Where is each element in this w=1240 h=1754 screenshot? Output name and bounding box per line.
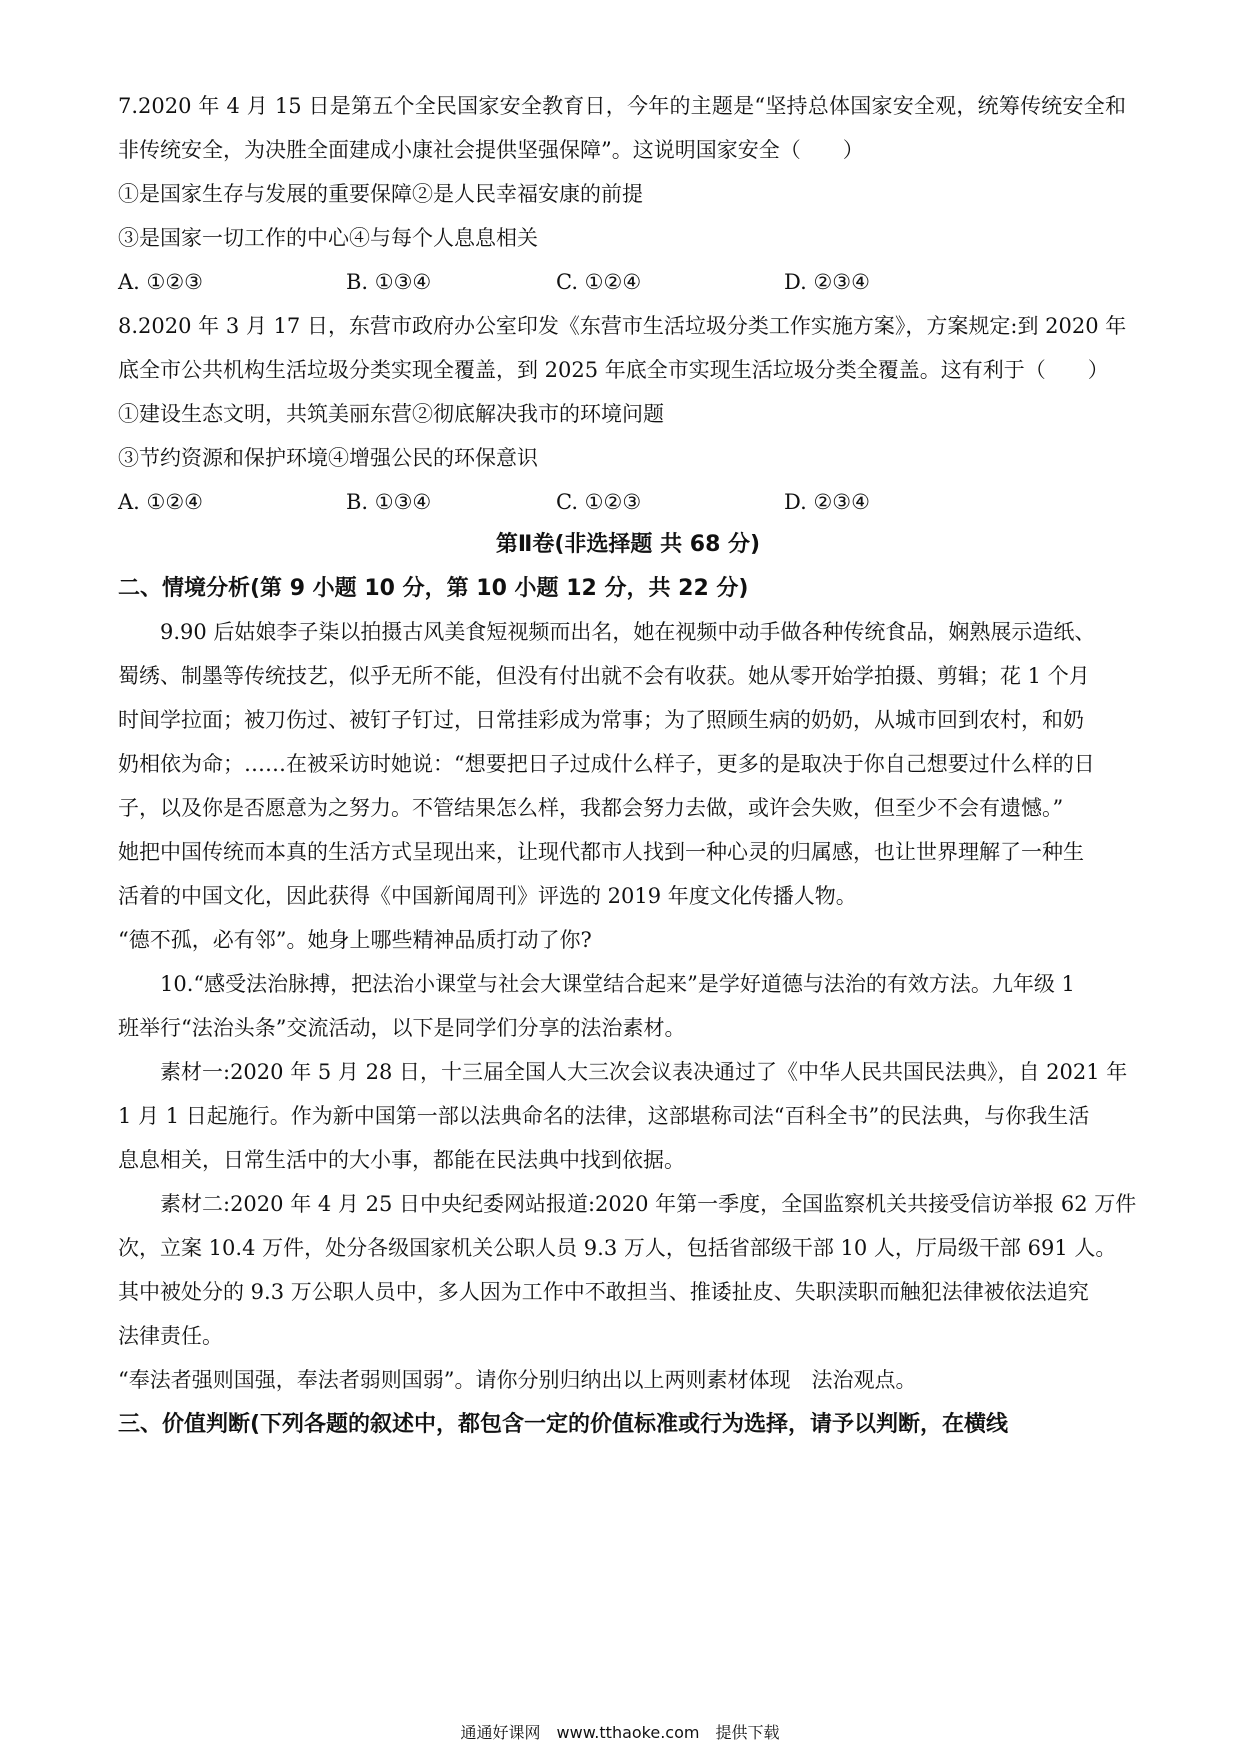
- q7-items-line1: ①是国家生存与发展的重要保障②是人民幸福安康的前提: [118, 182, 643, 206]
- q10-intro-line1: 10.“感受法治脉搏，把法治小课堂与社会大课堂结合起来”是学好道德与法治的有效方法。九年级 1: [160, 972, 1075, 996]
- q8-items-line1: ①建设生态文明，共筑美丽东营②彻底解决我市的环境问题: [118, 402, 664, 426]
- q8-stem-line2: 底全市公共机构生活垃圾分类实现全覆盖，到 2025 年底全市实现生活垃圾分类全覆盖。这有利于（ ）: [118, 358, 1109, 382]
- q9-line: 活着的中国文化，因此获得《中国新闻周刊》评选的 2019 年度文化传播人物。: [118, 884, 857, 908]
- section3-title: 三、价值判断(下列各题的叙述中，都包含一定的价值标准或行为选择，请予以判断，在横线: [118, 1412, 1009, 1437]
- q7-stem-line2: 非传统安全，为决胜全面建成小康社会提供坚强保障”。这说明国家安全（ ）: [118, 138, 864, 162]
- q9-line: 她把中国传统而本真的生活方式呈现出来，让现代都市人找到一种心灵的归属感，也让世界理解了一种生: [118, 840, 1084, 864]
- q10-material2-line: 法律责任。: [118, 1324, 223, 1348]
- q10-question: “奉法者强则国强，奉法者弱则国弱”。请你分别归纳出以上两则素材体现 法治观点。: [118, 1368, 917, 1392]
- q10-material2-line: 其中被处分的 9.3 万公职人员中，多人因为工作中不敢担当、推诿扯皮、失职渎职而触犯法律被依法追究: [118, 1280, 1089, 1304]
- q8-option-b: B. ①③④: [346, 490, 432, 514]
- q7-option-c: C. ①②④: [556, 270, 642, 294]
- q9-line: 蜀绣、制墨等传统技艺，似乎无所不能，但没有付出就不会有收获。她从零开始学拍摄、剪辑；花 1 个月: [118, 664, 1090, 688]
- q8-items-line2: ③节约资源和保护环境④增强公民的环保意识: [118, 446, 538, 470]
- q10-material2-line: 素材二:2020 年 4 月 25 日中央纪委网站报道:2020 年第一季度，全国监察机关共接受信访举报 62 万件: [160, 1192, 1137, 1216]
- page-footer: 通通好课网 www.tthaoke.com 提供下载: [460, 1723, 780, 1742]
- q9-line: 子，以及你是否愿意为之努力。不管结果怎么样，我都会努力去做，或许会失败，但至少不会有遗憾。”: [118, 796, 1064, 820]
- q10-material1-line: 息息相关，日常生活中的大小事，都能在民法典中找到依据。: [118, 1148, 685, 1172]
- q10-intro-line2: 班举行“法治头条”交流活动，以下是同学们分享的法治素材。: [118, 1016, 686, 1040]
- q9-question: “德不孤，必有邻”。她身上哪些精神品质打动了你?: [118, 928, 592, 952]
- q7-option-a: A. ①②③: [118, 270, 203, 294]
- q10-material1-line: 1 月 1 日起施行。作为新中国第一部以法典命名的法律，这部堪称司法“百科全书”的民法典，与你我生活: [118, 1104, 1090, 1128]
- q9-line: 9.90 后姑娘李子柒以拍摄古风美食短视频而出名，她在视频中动手做各种传统食品，娴熟展示造纸、: [160, 620, 1096, 644]
- q7-option-b: B. ①③④: [346, 270, 432, 294]
- exam-page: [118, 0, 1138, 1754]
- q9-line: 奶相依为命；……在被采访时她说：“想要把日子过成什么样子，更多的是取决于你自己想要过什么样的日: [118, 752, 1095, 776]
- q7-items-line2: ③是国家一切工作的中心④与每个人息息相关: [118, 226, 538, 250]
- q7-option-d: D. ②③④: [784, 270, 870, 294]
- q9-line: 时间学拉面；被刀伤过、被钉子钉过，日常挂彩成为常事；为了照顾生病的奶奶，从城市回到农村，和奶: [118, 708, 1084, 732]
- q8-option-c: C. ①②③: [556, 490, 642, 514]
- q8-option-d: D. ②③④: [784, 490, 870, 514]
- q8-stem-line1: 8.2020 年 3 月 17 日，东营市政府办公室印发《东营市生活垃圾分类工作实施方案》，方案规定:到 2020 年: [118, 314, 1127, 338]
- q10-material2-line: 次，立案 10.4 万件，处分各级国家机关公职人员 9.3 万人，包括省部级干部 10 人，厅局级干部 691 人。: [118, 1236, 1117, 1260]
- section2-title: 二、情境分析(第 9 小题 10 分，第 10 小题 12 分，共 22 分): [118, 576, 749, 601]
- q8-option-a: A. ①②④: [118, 490, 203, 514]
- q7-stem-line1: 7.2020 年 4 月 15 日是第五个全民国家安全教育日，今年的主题是“坚持总体国家安全观，统筹传统安全和: [118, 94, 1126, 118]
- q10-material1-line: 素材一:2020 年 5 月 28 日，十三届全国人大三次会议表决通过了《中华人民共国民法典》，自 2021 年: [160, 1060, 1128, 1084]
- part2-title: 第Ⅱ卷(非选择题 共 68 分): [495, 532, 761, 557]
